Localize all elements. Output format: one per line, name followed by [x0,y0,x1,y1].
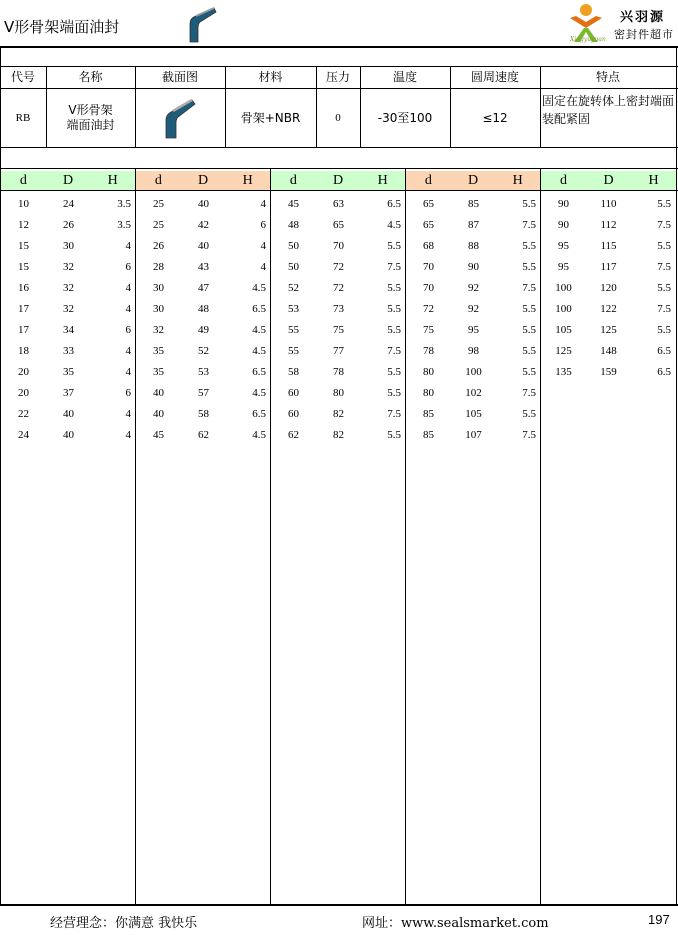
size-d: 50 [288,261,299,273]
size-d: 35 [153,345,164,357]
size-d: 50 [288,240,299,252]
size-D: 42 [198,219,209,231]
size-d: 12 [18,219,29,231]
size-H: 4 [125,345,131,357]
size-H: 7.5 [522,219,536,231]
header-speed: 圆周速度 [470,70,519,84]
size-d: 90 [558,219,569,231]
table-row [1,236,136,257]
product-name-line1: V形骨架 [68,103,113,117]
seal-cross-section-icon [184,4,220,44]
size-H: 4 [125,366,131,378]
size-H: 7.5 [522,282,536,294]
size-H: 4 [125,429,131,441]
header-d: d [19,173,27,188]
table-row [136,278,271,299]
border [676,46,677,906]
size-d: 55 [288,324,299,336]
size-column [406,194,541,446]
size-H: 4 [260,198,266,210]
size-D: 159 [600,366,617,378]
size-D: 120 [600,282,617,294]
logo-pinyin: Xingyuyuan [570,36,606,43]
header-D: D [62,173,74,188]
size-d: 25 [153,198,164,210]
header-name: 名称 [78,70,103,84]
table-row [271,341,406,362]
size-H: 7.5 [387,408,401,420]
size-D: 92 [468,303,479,315]
size-D: 110 [600,198,617,210]
header-d: d [289,173,297,188]
size-d: 135 [555,366,572,378]
size-d: 80 [423,387,434,399]
size-d: 62 [288,429,299,441]
table-row [406,215,541,236]
size-d: 68 [423,240,434,252]
size-H: 5.5 [387,324,401,336]
size-D: 70 [333,240,344,252]
size-D: 24 [63,198,74,210]
size-D: 47 [198,282,209,294]
size-D: 82 [333,408,344,420]
table-row [1,299,136,320]
size-d: 32 [153,324,164,336]
size-H: 5.5 [657,198,671,210]
table-row [136,194,271,215]
seal-profile-icon [160,94,200,142]
size-D: 102 [465,387,482,399]
table-row [1,278,136,299]
table-row [1,404,136,425]
size-D: 62 [198,429,209,441]
size-H: 5.5 [387,282,401,294]
divider [0,904,678,906]
table-row [1,320,136,341]
size-d: 45 [288,198,299,210]
size-D: 87 [468,219,479,231]
size-D: 32 [63,282,74,294]
table-row [271,278,406,299]
size-D: 92 [468,282,479,294]
size-d: 45 [153,429,164,441]
size-H: 6.5 [657,366,671,378]
size-H: 5.5 [522,261,536,273]
size-H: 5.5 [522,345,536,357]
page-title: V形骨架端面油封 [4,18,120,36]
footer-website: 网址：www.sealsmarket.com [362,916,549,931]
size-D: 78 [333,366,344,378]
size-D: 98 [468,345,479,357]
divider [0,46,678,48]
size-header-group [271,171,405,190]
size-header-group [1,171,135,190]
table-row [541,362,676,383]
table-row [1,425,136,446]
size-D: 63 [333,198,344,210]
size-d: 95 [558,240,569,252]
size-D: 95 [468,324,479,336]
size-column [1,194,136,446]
size-H: 6 [260,219,266,231]
table-row [271,194,406,215]
size-d: 16 [18,282,29,294]
size-H: 4 [125,282,131,294]
size-d: 58 [288,366,299,378]
table-row [406,320,541,341]
table-row [406,236,541,257]
size-d: 80 [423,366,434,378]
size-d: 18 [18,345,29,357]
size-d: 75 [423,324,434,336]
table-row [406,341,541,362]
size-D: 32 [63,303,74,315]
size-H: 6 [125,387,131,399]
size-d: 24 [18,429,29,441]
size-H: 5.5 [522,240,536,252]
size-H: 6 [125,261,131,273]
table-row [1,362,136,383]
size-D: 90 [468,261,479,273]
size-D: 33 [63,345,74,357]
size-H: 7.5 [387,261,401,273]
size-d: 85 [423,408,434,420]
header-material: 材料 [258,70,283,84]
table-row [136,320,271,341]
size-H: 5.5 [387,240,401,252]
size-d: 15 [18,261,29,273]
size-H: 6.5 [252,408,266,420]
header-H: H [648,173,659,188]
size-D: 32 [63,261,74,273]
size-D: 85 [468,198,479,210]
size-d: 70 [423,261,434,273]
size-d: 30 [153,282,164,294]
divider [0,168,678,169]
size-H: 4.5 [252,429,266,441]
header-D: D [603,173,614,188]
size-d: 10 [18,198,29,210]
size-H: 5.5 [657,324,671,336]
header-section: 截面图 [161,70,198,84]
size-D: 73 [333,303,344,315]
size-H: 5.5 [387,387,401,399]
size-H: 6.5 [252,303,266,315]
header-temperature: 温度 [392,70,417,84]
size-H: 5.5 [522,198,536,210]
size-H: 7.5 [657,261,671,273]
size-column [271,194,406,446]
table-row [541,257,676,278]
table-row [541,215,676,236]
size-d: 17 [18,324,29,336]
table-row [271,425,406,446]
size-d: 22 [18,408,29,420]
table-row [541,194,676,215]
size-d: 26 [153,240,164,252]
size-d: 40 [153,387,164,399]
size-D: 82 [333,429,344,441]
size-D: 40 [198,198,209,210]
size-D: 148 [600,345,617,357]
table-row [406,257,541,278]
size-H: 4.5 [387,219,401,231]
section-image [135,89,225,147]
size-d: 60 [288,408,299,420]
size-D: 72 [333,261,344,273]
size-H: 5.5 [522,366,536,378]
table-row [406,278,541,299]
size-d: 100 [555,303,572,315]
product-temperature: -30至100 [377,110,433,125]
size-d: 105 [555,324,572,336]
size-H: 4 [260,261,266,273]
product-material: 骨架+NBR [240,110,301,125]
size-D: 34 [63,324,74,336]
size-D: 40 [63,429,74,441]
table-row [136,404,271,425]
table-row [136,383,271,404]
size-D: 49 [198,324,209,336]
header-d: d [424,173,432,188]
size-d: 53 [288,303,299,315]
size-H: 7.5 [522,387,536,399]
size-D: 105 [465,408,482,420]
size-H: 4.5 [252,345,266,357]
table-row [271,383,406,404]
size-H: 6.5 [387,198,401,210]
size-H: 5.5 [387,366,401,378]
size-D: 72 [333,282,344,294]
size-D: 100 [465,366,482,378]
table-row [1,194,136,215]
header-D: D [197,173,209,188]
size-H: 4 [260,240,266,252]
size-H: 4.5 [252,324,266,336]
size-d: 35 [153,366,164,378]
table-row [406,299,541,320]
size-D: 115 [600,240,617,252]
header-H: H [512,173,523,188]
header-H: H [107,173,118,188]
size-H: 5.5 [522,324,536,336]
table-row [271,362,406,383]
table-row [541,341,676,362]
table-row [406,404,541,425]
logo-brand-name: 兴羽源 [620,10,666,25]
size-d: 70 [423,282,434,294]
size-D: 37 [63,387,74,399]
size-d: 78 [423,345,434,357]
size-d: 55 [288,345,299,357]
size-d: 95 [558,261,569,273]
size-D: 125 [600,324,617,336]
size-D: 117 [600,261,617,273]
table-row [271,215,406,236]
size-column [136,194,271,446]
size-D: 48 [198,303,209,315]
size-header-group [406,171,540,190]
size-d: 20 [18,387,29,399]
size-header-group [136,171,270,190]
size-d: 30 [153,303,164,315]
size-H: 4 [125,240,131,252]
table-row [271,404,406,425]
table-row [136,236,271,257]
size-D: 30 [63,240,74,252]
size-H: 6 [125,324,131,336]
size-d: 28 [153,261,164,273]
size-d: 90 [558,198,569,210]
table-row [136,257,271,278]
size-H: 7.5 [387,345,401,357]
size-d: 52 [288,282,299,294]
size-D: 26 [63,219,74,231]
size-header-group [541,171,676,190]
size-D: 77 [333,345,344,357]
size-d: 65 [423,219,434,231]
size-H: 6.5 [657,345,671,357]
header-H: H [377,173,388,188]
table-row [136,299,271,320]
size-d: 60 [288,387,299,399]
size-H: 4.5 [252,387,266,399]
size-H: 6.5 [252,366,266,378]
product-name-line2: 端面油封 [66,118,115,132]
size-d: 72 [423,303,434,315]
size-H: 5.5 [657,240,671,252]
header-d: d [560,173,567,188]
size-D: 35 [63,366,74,378]
table-row [136,362,271,383]
header-feature: 特点 [595,70,620,84]
size-d: 25 [153,219,164,231]
size-d: 17 [18,303,29,315]
table-row [541,299,676,320]
footer-motto: 经营理念：你满意 我快乐 [50,916,198,931]
header-pressure: 压力 [325,70,350,84]
product-code: RB [15,111,31,124]
table-row [271,257,406,278]
size-H: 5.5 [522,408,536,420]
size-d: 85 [423,429,434,441]
size-H: 4 [125,408,131,420]
size-D: 65 [333,219,344,231]
table-row [136,341,271,362]
size-D: 58 [198,408,209,420]
size-d: 20 [18,366,29,378]
header-code: 代号 [10,70,35,84]
product-name [46,89,135,147]
size-H: 7.5 [657,303,671,315]
header-d: d [154,173,162,188]
size-D: 107 [465,429,482,441]
size-D: 40 [198,240,209,252]
size-D: 88 [468,240,479,252]
size-D: 40 [63,408,74,420]
size-H: 3.5 [117,219,131,231]
size-d: 40 [153,408,164,420]
table-row [541,236,676,257]
table-row [406,383,541,404]
logo-tagline: 密封件超市 [614,28,674,41]
size-D: 112 [600,219,617,231]
table-row [271,299,406,320]
table-row [541,320,676,341]
size-D: 75 [333,324,344,336]
size-d: 65 [423,198,434,210]
size-d: 48 [288,219,299,231]
page-number: 197 [648,912,670,927]
size-d: 100 [555,282,572,294]
size-column [541,194,676,383]
size-H: 3.5 [117,198,131,210]
product-pressure: 0 [335,111,341,124]
size-H: 4 [125,303,131,315]
size-H: 7.5 [522,429,536,441]
size-H: 5.5 [657,282,671,294]
table-row [406,425,541,446]
table-row [406,194,541,215]
table-row [541,278,676,299]
size-H: 5.5 [522,303,536,315]
size-D: 57 [198,387,209,399]
size-D: 53 [198,366,209,378]
product-feature: 固定在旋转体上密封端面装配紧固 [542,94,675,126]
table-row [271,236,406,257]
divider [0,190,678,191]
size-H: 7.5 [657,219,671,231]
size-d: 125 [555,345,572,357]
size-D: 80 [333,387,344,399]
size-D: 122 [600,303,617,315]
size-H: 4.5 [252,282,266,294]
table-row [1,341,136,362]
header-D: D [467,173,479,188]
size-D: 43 [198,261,209,273]
divider [0,147,678,148]
table-row [1,215,136,236]
header-H: H [242,173,253,188]
table-row [136,425,271,446]
size-H: 5.5 [387,303,401,315]
size-H: 5.5 [387,429,401,441]
table-row [1,383,136,404]
table-row [1,257,136,278]
size-D: 52 [198,345,209,357]
header-D: D [332,173,344,188]
table-row [271,320,406,341]
table-row [136,215,271,236]
size-d: 15 [18,240,29,252]
product-speed: ≤12 [482,110,508,125]
table-row [406,362,541,383]
